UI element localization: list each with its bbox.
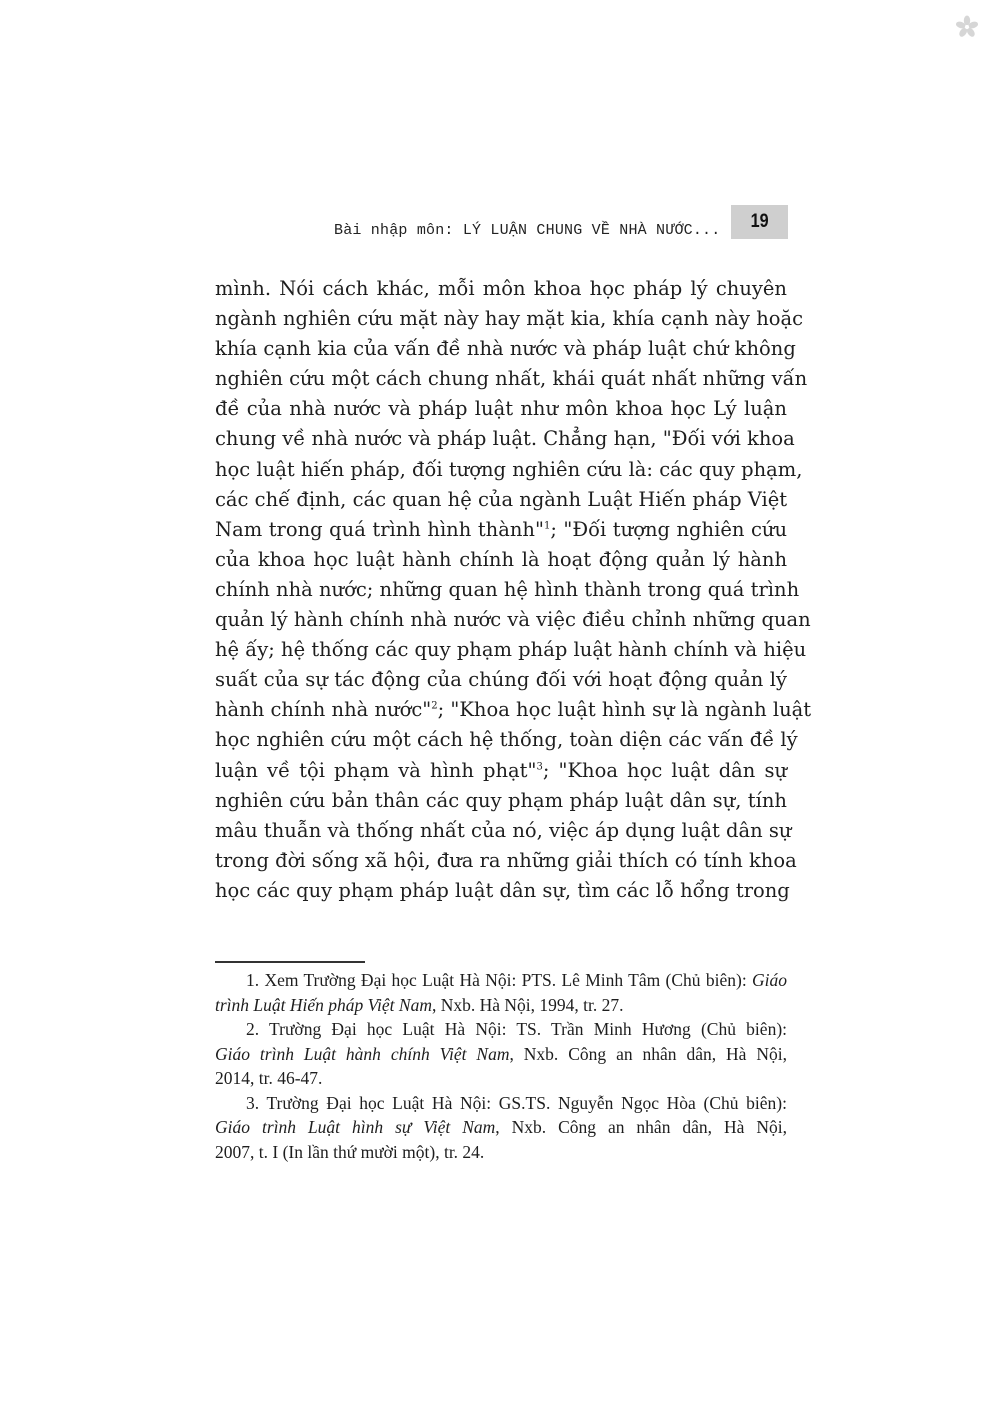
text-segment: Nam trong quá trình hình thành": [215, 517, 544, 541]
footnote-1: 1. Xem Trường Đại học Luật Hà Nội: PTS. Lê Minh Tâm (Chủ biên): Giáo trình Luật Hiến pháp Việt Nam, Nxb. Hà Nội, 1994, tr. 27.: [215, 970, 788, 1015]
text-line: của khoa học luật hành chính là hoạt động quản lý hành: [215, 547, 787, 571]
footnote-ref-2[interactable]: 2: [431, 700, 438, 712]
footnotes: [215, 968, 787, 1164]
page-number: 19: [750, 211, 769, 232]
text-line: ngành nghiên cứu mặt này hay mặt kia, khía cạnh này hoặc: [215, 307, 804, 331]
footnote-number: 3.: [246, 1092, 260, 1113]
flower-watermark-icon: [955, 15, 979, 39]
text-line: quản lý hành chính nhà nước và việc điều chỉnh những quan: [215, 608, 811, 632]
text-segment: ; "Khoa học luật dân sự: [542, 758, 788, 782]
text-line: nghiên cứu bản thân các quy phạm pháp luật dân sự, tính: [215, 788, 787, 812]
footnote-2: 2. Trường Đại học Luật Hà Nội: TS. Trần Minh Hương (Chủ biên): Giáo trình Luật hành chính Việt Nam, Nxb. Công an nhân dân, Hà Nội, 2014, tr. 46-47.: [215, 1019, 788, 1088]
footnote-ref-1[interactable]: 1: [543, 520, 551, 532]
text-line: các chế định, các quan hệ của ngành Luật Hiến pháp Việt: [215, 487, 788, 511]
text-line: mình. Nói cách khác, mỗi môn khoa học pháp lý chuyên: [215, 277, 787, 300]
text-line: suất của sự tác động của chúng đối với hoạt động quản lý: [215, 668, 787, 692]
running-header-title: Bài nhập môn: LÝ LUẬN CHUNG VỀ NHÀ NƯỚC...: [334, 222, 721, 239]
footnote-number: 1.: [246, 970, 260, 990]
footnote-number: 2.: [246, 1019, 260, 1039]
text-line: [215, 756, 787, 786]
footnote-title: Giáo: [752, 970, 788, 990]
text-segment: hành chính nhà nước": [215, 698, 432, 722]
text-line: học các quy phạm pháp luật dân sự, tìm các lỗ hổng trong: [215, 878, 790, 902]
text-line: chung về nhà nước và pháp luật. Chẳng hạn, "Đối với khoa: [215, 427, 795, 451]
text-line: mâu thuẫn và thống nhất của nó, việc áp dụng luật dân sự: [215, 818, 792, 842]
text-line: khía cạnh kia của vấn đề nhà nước và pháp luật chứ không: [215, 337, 796, 361]
text-line: hệ ấy; hệ thống các quy phạm pháp luật hành chính và hiệu: [215, 638, 807, 662]
footnote-ref-3[interactable]: 3: [536, 761, 543, 772]
text-line: học luật hiến pháp, đối tượng nghiên cứu là: các quy phạm,: [215, 457, 803, 481]
text-segment: ; "Đối tượng nghiên cứu: [550, 517, 788, 541]
text-segment: luận về tội phạm và hình phạt": [215, 758, 537, 782]
text-line: nghiên cứu một cách chung nhất, khái quát nhất những vấn: [215, 367, 808, 391]
footnote-title: Giáo trình Luật hình sự Việt Nam: [215, 1117, 496, 1137]
text-line: [215, 515, 787, 545]
footnote-3: 3. Trường Đại học Luật Hà Nội: GS.TS. Nguyễn Ngọc Hòa (Chủ biên): Giáo trình Luật hình sự Việt Nam, Nxb. Công an nhân dân, Hà Nội, 2007, t. I (In lần thứ mười một), tr. 24.: [215, 1092, 787, 1162]
footnote-separator: [215, 961, 365, 963]
body-paragraph: [215, 274, 812, 906]
text-line: trong đời sống xã hội, đưa ra những giải thích có tính khoa: [215, 848, 797, 872]
text-line: đề của nhà nước và pháp luật như môn khoa học Lý luận: [215, 397, 787, 421]
text-line: [215, 695, 812, 725]
text-segment: ; "Khoa học luật hình sự là ngành luật: [437, 698, 812, 722]
footnote-title: Giáo trình Luật hành chính Việt Nam: [215, 1043, 510, 1064]
text-line: học nghiên cứu một cách hệ thống, toàn diện các vấn đề lý: [215, 728, 798, 752]
footnote-title: trình Luật Hiến pháp Việt Nam: [215, 994, 432, 1015]
text-line: chính nhà nước; những quan hệ hình thành trong quá trình: [215, 577, 800, 601]
page-number-badge: [731, 205, 788, 239]
